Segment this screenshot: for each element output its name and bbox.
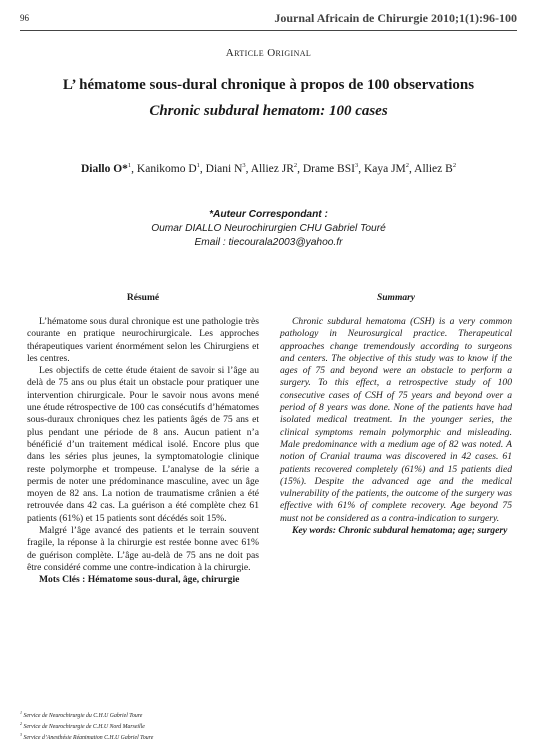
author-affiliation-mark: 3 <box>354 162 359 169</box>
resume-paragraph: Malgré l’âge avancé des patients et le terrain souvent fragile, la réponse à la chirurgie est restée bonne avec 61% de guérison complète. L’âge au-delà de 75 ans ne doit pas être considéré comme une contre-indication à la chirurgie. <box>27 525 259 573</box>
summary-heading: Summary <box>376 293 415 303</box>
author-affiliation-mark: 1 <box>196 162 200 169</box>
summary-paragraph: Chronic subdural hematoma (CSH) is a very common pathology in Neurosurgical practice. Therapeutical approaches change tremendously according to surgeons and centers. The objective of this study was to know if the ages of 75 and beyond were an obstacle to perform a surgery. To this effect, a retrospective study of 100 consecutive cases of CSH of 75 years and beyond over a period of 8 years was done. None of the patients have had isolated medical treatment. In the younger series, the clinical symptoms remain polymorphic and misleading. Male predominance with a medium age of 82 was noted. A notion of Cranial trauma was discovered in 42 cases. 61 patients recovered completely (61%) and 15 patients died (15%). Despite the advanced age and the medical vulnerability of the patients, the outcome of the surgery was effective with 61% of complete recovery. Age beyond 75 must not be considered as a contra-indication to surgery. <box>280 316 512 524</box>
correspondence-email: Email : tiecourala2003@yahoo.fr <box>194 237 343 248</box>
author-affiliation-mark: 2 <box>452 162 457 169</box>
footnote-mark: 3 <box>20 731 22 737</box>
author-list: Diallo O*$^1$, Kanikomo $D^1$, Diani $N^3$, Alliez $JR^2$, Drame BSI$^3$, Kaya $JM^2$, Alliez $B^2$ <box>80 162 457 175</box>
footnote <box>20 709 153 720</box>
resume-heading: Résumé <box>126 293 160 303</box>
correspondence-author: Oumar DIALLO Neurochirurgien CHU Gabriel Touré <box>151 223 386 234</box>
footnote-text: Service de Neurochirurgie du C.H.U Gabriel Toure <box>23 712 143 719</box>
header-rule <box>20 30 517 31</box>
author-name: Alliez JR <box>250 162 294 175</box>
footnote-text: Service de Neurochirurgie de C.H.U Nord Marseille <box>23 723 145 730</box>
footnote-text: Service d’Anesthésie Réanimation C.H.U Gabriel Toure <box>23 734 154 741</box>
summary-column <box>280 316 512 537</box>
title-french: L’ hématome sous-dural chronique à propos de 100 observations <box>62 77 475 93</box>
author-affiliation-mark: 3 <box>242 162 246 169</box>
resume-column <box>27 316 259 587</box>
section-label: Article Original <box>225 47 312 59</box>
resume-paragraph: Les objectifs de cette étude étaient de savoir si l’âge au delà de 75 ans ou plus était un obstacle pour pratiquer une intervention chirurgicale. Pour le savoir nous avons mené une étude rétrospective de 100 cas consécutifs d’hématomes sous-duraux chroniques chez les patients âgés de 75 ans et plus pendant une période de 8 ans. Aucun patient n’a bénéficié d’un traitement médical isolé. Encore plus que dans les séries plus jeunes, la symptomatologie clinique reste polymorphe et trompeuse. L’analyse de la série a permis de noter une prédominance masculine, avec un âge moyen de 82 ans. La notion de traumatisme crânien a été retrouvée dans 42 cas. La guérison a été complète chez 61 patients (61%) et 15 patients sont décédés soit 15%. <box>27 365 259 524</box>
footnote-mark: 2 <box>20 720 22 726</box>
footnote <box>20 720 153 731</box>
resume-keywords: Mots Clés : Hématome sous-dural, âge, chirurgie <box>39 574 240 586</box>
journal-citation: Journal Africain de Chirurgie 2010;1(1):96-100 <box>274 11 517 25</box>
correspondence-block <box>0 208 537 250</box>
author-name: Diani N <box>205 162 243 175</box>
page-number: 96 <box>20 13 29 23</box>
author-name: Alliez B <box>414 162 453 175</box>
author-affiliation-mark: 2 <box>293 162 298 169</box>
footnotes <box>20 709 153 742</box>
author-name: Kaya JM <box>363 162 406 175</box>
summary-keywords: Key words: Chronic subdural hematoma; age; surgery <box>292 525 508 537</box>
footnote-mark: 1 <box>20 710 22 715</box>
resume-paragraph: L’hématome sous dural chronique est une pathologie très courante en pratique neurochirurgicale. Les approches thérapeutiques varient énormément selon les Chirurgiens et les centres. <box>27 316 259 364</box>
footnote <box>20 731 153 742</box>
correspondence-label: *Auteur Correspondant : <box>209 209 328 220</box>
author-name: Diallo O* <box>80 162 128 175</box>
author-affiliation-mark: 1 <box>127 162 132 169</box>
author-name: Kanikomo D <box>136 162 197 175</box>
title-english: Chronic subdural hematom: 100 cases <box>149 103 388 119</box>
author-affiliation-mark: 2 <box>405 162 410 169</box>
author-name: Drame BSI <box>302 162 355 175</box>
